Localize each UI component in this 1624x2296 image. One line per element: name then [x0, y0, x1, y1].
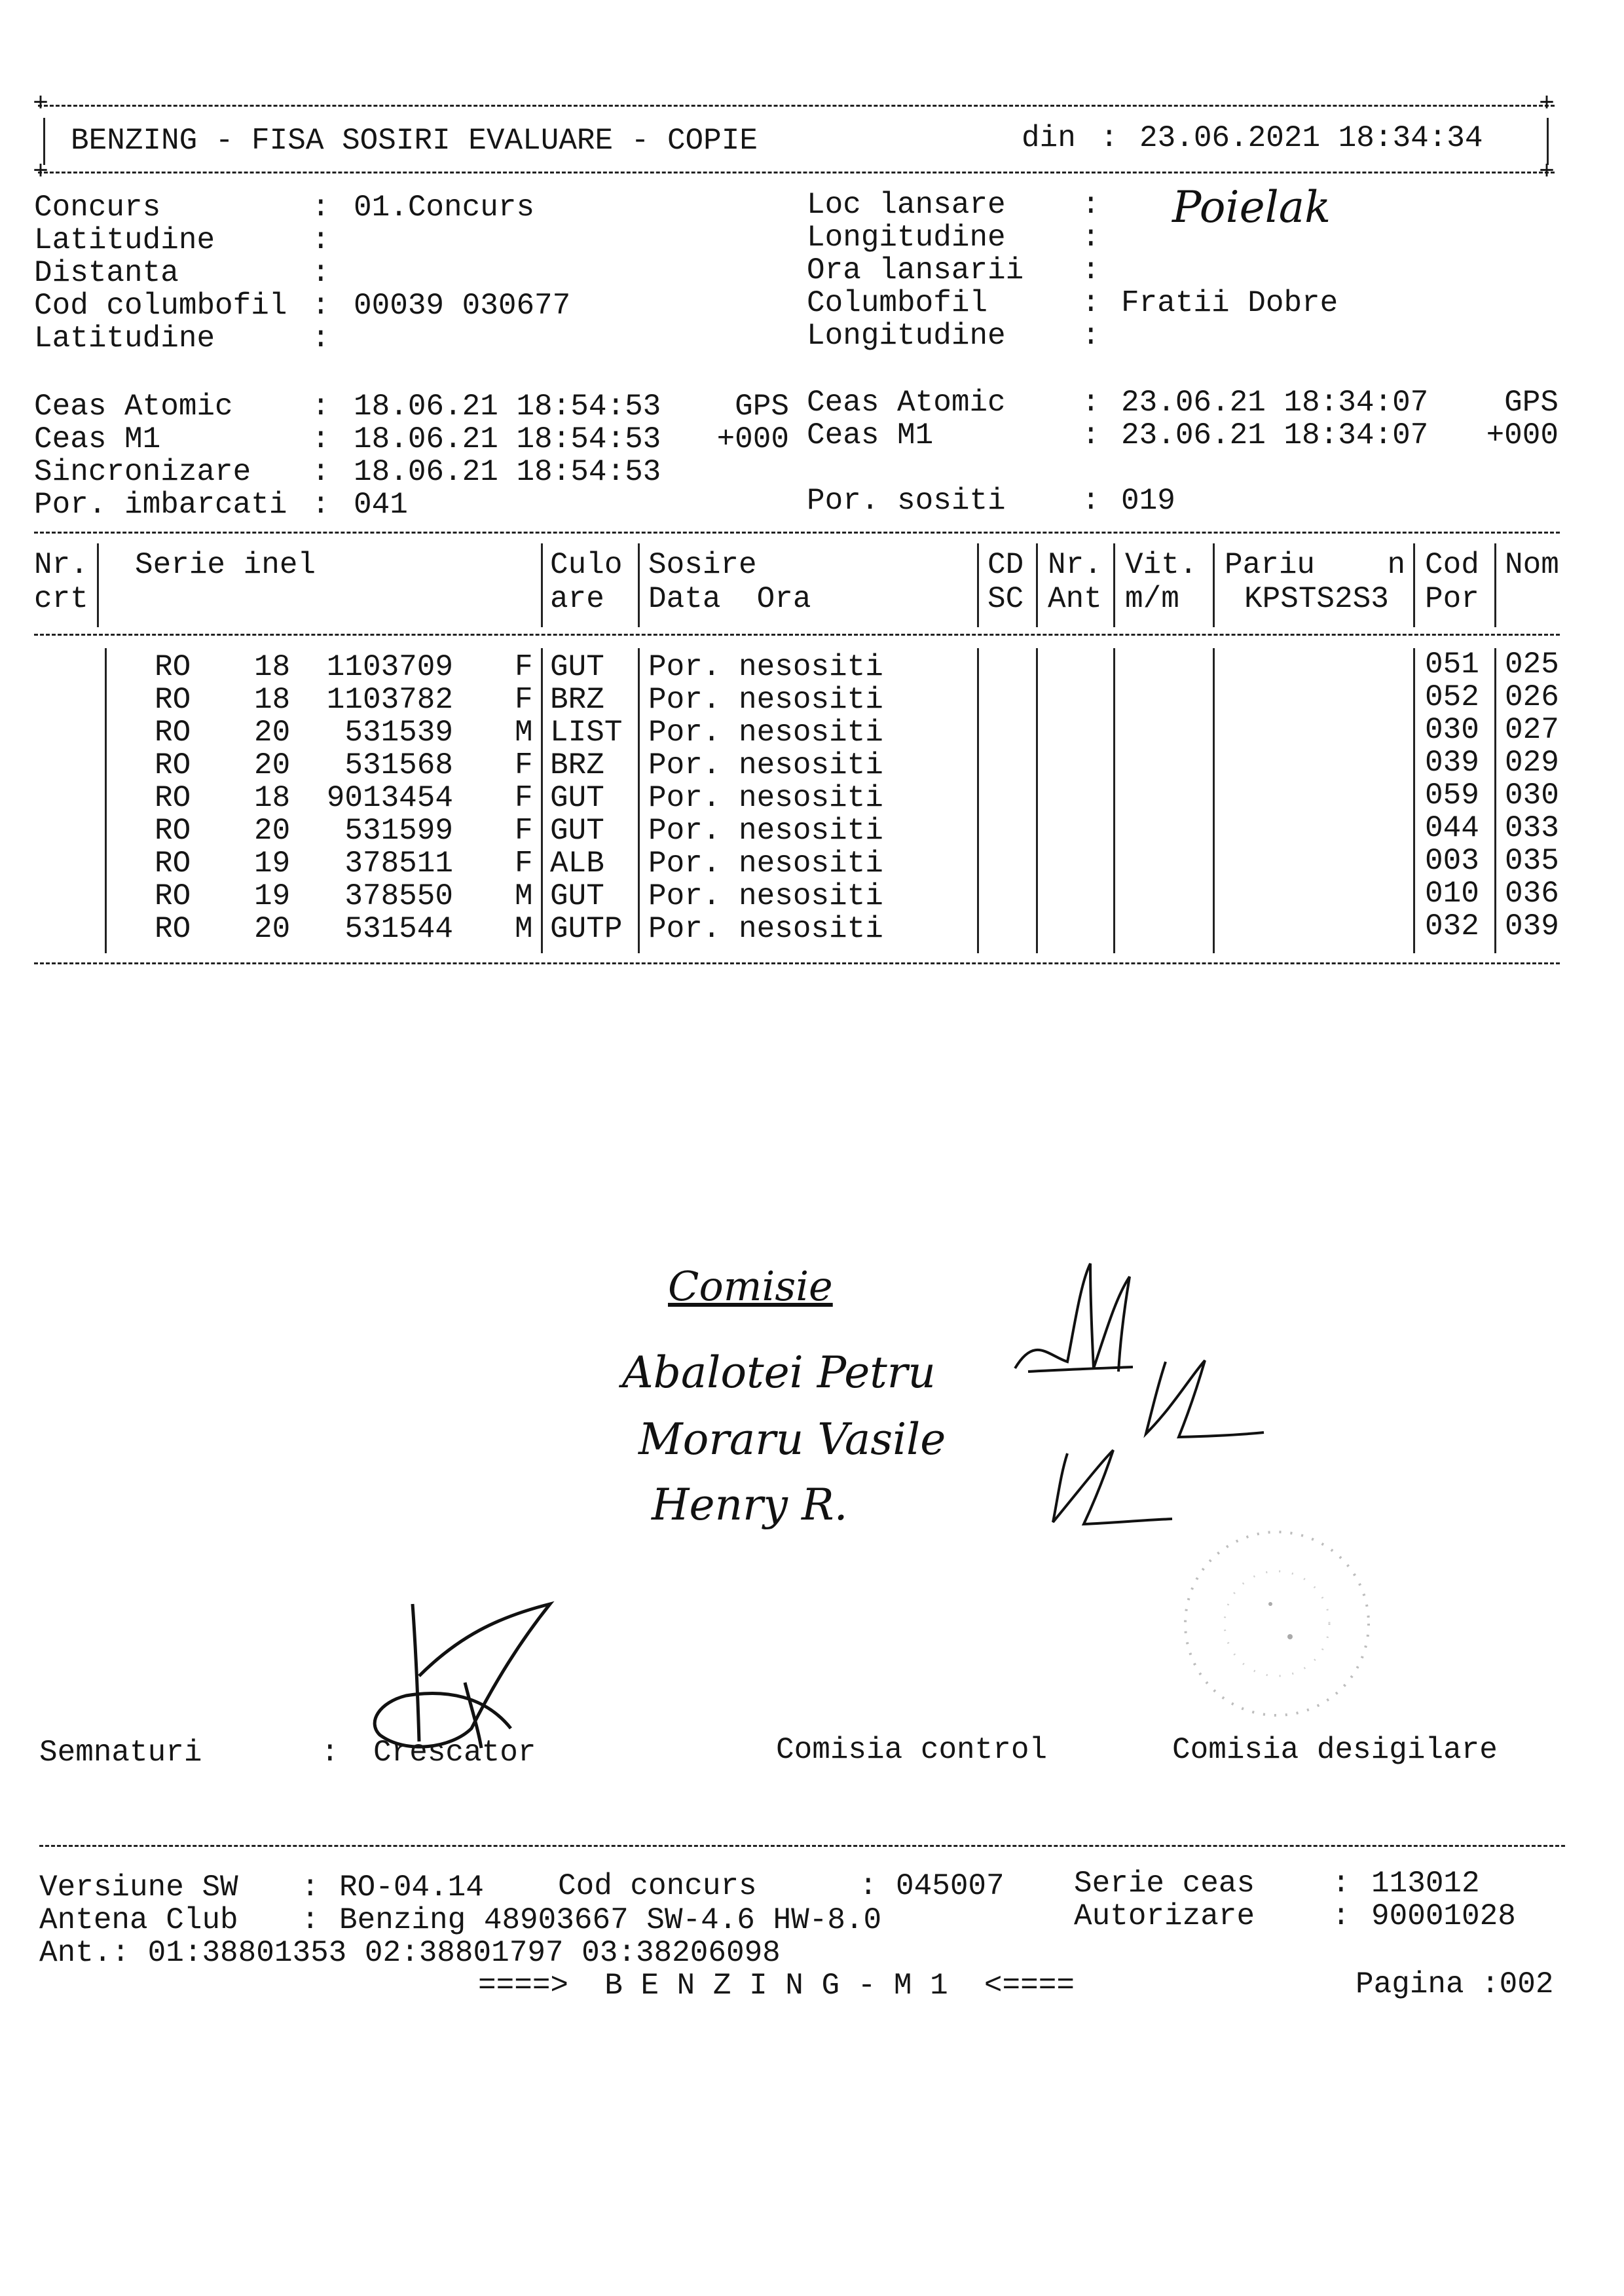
info-label: Latitudine	[34, 223, 215, 257]
corner-mark: +	[1539, 90, 1555, 119]
signatures-label: Semnaturi	[39, 1736, 202, 1770]
cell-color: GUT	[550, 814, 604, 848]
clock-value: 18.06.21 18:54:53	[354, 455, 661, 489]
cell-ring: 1103782	[326, 683, 453, 717]
cell-country: RO	[155, 781, 191, 815]
footer-cod-concurs-value: 045007	[896, 1869, 1005, 1903]
info-value-concurs: 01.Concurs	[354, 191, 535, 225]
cell-status: Por. nesositi	[648, 683, 883, 717]
clock-colon: :	[1082, 418, 1100, 452]
cell-ring: 1103709	[326, 650, 453, 684]
cell-year: 18	[254, 781, 291, 815]
clock-value: 18.06.21 18:54:53	[354, 422, 661, 456]
footer-autorizare-value: 90001028	[1371, 1899, 1516, 1933]
clock-label: Sincronizare	[34, 455, 251, 489]
cell-status: Por. nesositi	[648, 716, 883, 750]
cell-nom: 030	[1505, 778, 1559, 812]
cell-codpor: 010	[1425, 877, 1479, 911]
th-pariu: Pariu n	[1225, 548, 1406, 582]
committee-signature-1	[1008, 1257, 1139, 1388]
info-colon: :	[1082, 188, 1100, 222]
report-title: BENZING - FISA SOSIRI EVALUARE - COPIE	[71, 124, 758, 158]
col-sep	[1036, 543, 1038, 627]
clock-label: Ceas M1	[34, 422, 161, 456]
th-serie: Serie inel	[135, 548, 316, 582]
info-label: Concurs	[34, 191, 161, 225]
clock-colon: :	[312, 488, 330, 522]
corner-mark: +	[33, 90, 49, 119]
cell-ring: 531544	[344, 912, 453, 946]
cell-codpor: 030	[1425, 713, 1479, 747]
th-vit-2: m/m	[1125, 582, 1179, 616]
info-value-columbofil: Fratii Dobre	[1121, 286, 1338, 320]
cell-ring: 531599	[344, 814, 453, 848]
header-bottom-rule	[38, 172, 1555, 173]
cell-sex: F	[515, 748, 533, 782]
footer-serie-ceas-label: Serie ceas	[1074, 1867, 1255, 1901]
footer-colon: :	[301, 1870, 320, 1904]
th-culoare: Culo	[550, 548, 623, 582]
info-label: Cod columbofil	[34, 289, 287, 323]
th-codpor-2: Por	[1425, 582, 1479, 616]
table-top-rule	[34, 532, 1560, 534]
corner-mark: +	[1539, 158, 1555, 187]
corner-mark: +	[33, 158, 49, 187]
th-culoare-2: are	[550, 582, 604, 616]
cell-codpor: 039	[1425, 746, 1479, 780]
cell-nom: 036	[1505, 877, 1559, 911]
clock-value-sositi: 019	[1121, 484, 1175, 518]
handwritten-name: Abalotei Petru	[622, 1347, 936, 1398]
footer-pagina-label: Pagina	[1356, 1967, 1464, 2001]
info-colon: :	[1082, 286, 1100, 320]
footer-colon: :	[1332, 1899, 1350, 1933]
col-sep	[638, 543, 640, 627]
cell-country: RO	[155, 814, 191, 848]
cell-sex: F	[515, 814, 533, 848]
th-sosire-2: Data Ora	[648, 582, 811, 616]
cell-sex: F	[515, 781, 533, 815]
info-colon: :	[312, 223, 330, 257]
cell-year: 18	[254, 650, 291, 684]
col-sep	[977, 648, 979, 953]
cell-year: 20	[254, 912, 291, 946]
clock-suffix: GPS	[735, 390, 789, 424]
footer-serie-ceas-value: 113012	[1371, 1867, 1480, 1901]
cell-year: 19	[254, 879, 291, 913]
report-date-label: din	[1022, 121, 1076, 155]
th-sosire: Sosire	[648, 548, 757, 582]
handwritten-heading: Comisie	[668, 1262, 833, 1310]
cell-sex: M	[515, 912, 533, 946]
col-sep	[541, 648, 543, 953]
cell-country: RO	[155, 748, 191, 782]
committee-signature-2	[1133, 1355, 1270, 1447]
signatures-colon: :	[321, 1736, 339, 1770]
clock-value: 23.06.21 18:34:07	[1121, 418, 1429, 452]
cell-sex: F	[515, 847, 533, 881]
clock-label: Por. imbarcati	[34, 488, 287, 522]
cell-year: 20	[254, 748, 291, 782]
col-sep	[977, 543, 979, 627]
cell-codpor: 052	[1425, 680, 1479, 714]
cell-codpor: 003	[1425, 844, 1479, 878]
handwritten-name: Henry R.	[652, 1480, 848, 1530]
th-nom: Nom	[1505, 548, 1559, 582]
footer-brand-line: ====> B E N Z I N G - M 1 <====	[478, 1969, 1075, 2003]
col-sep	[1113, 543, 1115, 627]
info-colon: :	[1082, 221, 1100, 255]
info-colon: :	[312, 289, 330, 323]
col-sep	[1036, 648, 1038, 953]
th-cd: CD	[987, 548, 1024, 582]
cell-nom: 026	[1505, 680, 1559, 714]
table-bottom-rule	[34, 962, 1560, 964]
info-label: Columbofil	[807, 286, 988, 320]
clock-colon: :	[312, 455, 330, 489]
committee-signature-3	[1041, 1440, 1179, 1532]
clock-colon: :	[1082, 484, 1100, 518]
footer-autorizare-label: Autorizare	[1074, 1899, 1255, 1933]
signatures-comisia-control: Comisia control	[776, 1733, 1048, 1767]
cell-color: GUTP	[550, 912, 623, 946]
cell-color: GUT	[550, 650, 604, 684]
cell-nom: 027	[1505, 713, 1559, 747]
info-colon: :	[312, 256, 330, 290]
cell-year: 18	[254, 683, 291, 717]
th-nr-2: crt	[34, 582, 88, 616]
col-sep	[1413, 543, 1415, 627]
clock-colon: :	[312, 390, 330, 424]
clock-value: 18.06.21 18:54:53	[354, 390, 661, 424]
info-colon: :	[1082, 253, 1100, 287]
th-nrant-2: Ant	[1048, 582, 1102, 616]
footer-cod-concurs-label: Cod concurs	[558, 1869, 757, 1903]
cell-ring: 9013454	[326, 781, 453, 815]
cell-year: 20	[254, 716, 291, 750]
cell-country: RO	[155, 879, 191, 913]
info-label: Longitudine	[807, 319, 1006, 353]
cell-sex: M	[515, 879, 533, 913]
cell-color: BRZ	[550, 748, 604, 782]
footer-antena-label: Antena Club	[39, 1903, 238, 1937]
cell-status: Por. nesositi	[648, 650, 883, 684]
th-cd-2: SC	[987, 582, 1024, 616]
footer-antena-value: Benzing 48903667 SW-4.6 HW-8.0	[339, 1903, 882, 1937]
cell-codpor: 051	[1425, 647, 1479, 682]
col-sep	[97, 543, 99, 627]
clock-colon: :	[1082, 386, 1100, 420]
cell-codpor: 059	[1425, 778, 1479, 812]
col-sep	[1213, 543, 1215, 627]
cell-ring: 378511	[344, 847, 453, 881]
cell-nom: 033	[1505, 811, 1559, 845]
col-sep	[541, 543, 543, 627]
cell-year: 20	[254, 814, 291, 848]
col-sep	[1213, 648, 1215, 953]
cell-ring: 531568	[344, 748, 453, 782]
footer-rule	[39, 1845, 1565, 1847]
cell-country: RO	[155, 912, 191, 946]
loc-lansare-handwritten: Poielak	[1172, 182, 1331, 232]
th-pariu-2: KPSTS2S3	[1244, 582, 1389, 616]
cell-nom: 029	[1505, 746, 1559, 780]
cell-color: BRZ	[550, 683, 604, 717]
report-date: 23.06.2021 18:34:34	[1139, 121, 1483, 155]
info-label: Distanta	[34, 256, 179, 290]
info-label: Latitudine	[34, 321, 215, 355]
info-colon: :	[1082, 319, 1100, 353]
clock-suffix: GPS	[1504, 386, 1559, 420]
col-sep	[1113, 648, 1115, 953]
footer-versiune-value: RO-04.14	[339, 1870, 484, 1904]
cell-codpor: 032	[1425, 909, 1479, 943]
cell-country: RO	[155, 683, 191, 717]
cell-color: ALB	[550, 847, 604, 881]
col-sep	[105, 648, 107, 953]
clock-label: Ceas M1	[807, 418, 934, 452]
cell-sex: F	[515, 683, 533, 717]
cell-color: GUT	[550, 781, 604, 815]
footer-colon: :	[859, 1869, 877, 1903]
faint-stamp	[1172, 1506, 1382, 1741]
th-nrant: Nr.	[1048, 548, 1102, 582]
footer-pagina-value: :002	[1481, 1967, 1554, 2001]
col-sep	[1494, 648, 1496, 953]
info-label: Loc lansare	[807, 188, 1006, 222]
cell-country: RO	[155, 847, 191, 881]
handwritten-name: Moraru Vasile	[638, 1414, 946, 1465]
footer-ant-line: Ant.: 01:38801353 02:38801797 03:38206098	[39, 1936, 781, 1970]
th-codpor: Cod	[1425, 548, 1479, 582]
cell-nom: 025	[1505, 647, 1559, 682]
cell-year: 19	[254, 847, 291, 881]
cell-sex: F	[515, 650, 533, 684]
clock-value-imbarcati: 041	[354, 488, 408, 522]
footer-colon: :	[1332, 1867, 1350, 1901]
footer-versiune-label: Versiune SW	[39, 1870, 238, 1904]
cell-country: RO	[155, 650, 191, 684]
cell-nom: 035	[1505, 844, 1559, 878]
clock-colon: :	[312, 422, 330, 456]
footer-colon: :	[301, 1903, 320, 1937]
cell-country: RO	[155, 716, 191, 750]
info-label: Longitudine	[807, 221, 1006, 255]
cell-color: LIST	[550, 716, 623, 750]
cell-status: Por. nesositi	[648, 879, 883, 913]
clock-value: 23.06.21 18:34:07	[1121, 386, 1429, 420]
th-nr: Nr.	[34, 548, 88, 582]
clock-suffix: +000	[1486, 418, 1559, 452]
clock-suffix: +000	[716, 422, 789, 456]
cell-ring: 531539	[344, 716, 453, 750]
cell-status: Por. nesositi	[648, 814, 883, 848]
clock-label: Ceas Atomic	[807, 386, 1006, 420]
cell-status: Por. nesositi	[648, 912, 883, 946]
clock-label: Ceas Atomic	[34, 390, 233, 424]
signatures-crescator: Crescator	[373, 1736, 536, 1770]
info-value-cod-columbofil: 00039 030677	[354, 289, 571, 323]
cell-color: GUT	[550, 879, 604, 913]
signatures-comisia-desigilare: Comisia desigilare	[1172, 1733, 1498, 1767]
clock-label: Por. sositi	[807, 484, 1006, 518]
col-sep	[1494, 543, 1496, 627]
info-label: Ora lansarii	[807, 253, 1024, 287]
cell-nom: 039	[1505, 909, 1559, 943]
info-colon: :	[312, 321, 330, 355]
cell-status: Por. nesositi	[648, 781, 883, 815]
cell-status: Por. nesositi	[648, 748, 883, 782]
col-sep	[638, 648, 640, 953]
col-sep	[1413, 648, 1415, 953]
cell-codpor: 044	[1425, 811, 1479, 845]
table-header-rule	[34, 634, 1560, 636]
header-top-rule	[38, 105, 1555, 107]
th-vit: Vit.	[1125, 548, 1198, 582]
report-date-separator: :	[1100, 121, 1118, 155]
cell-sex: M	[515, 716, 533, 750]
cell-ring: 378550	[344, 879, 453, 913]
info-colon: :	[312, 191, 330, 225]
cell-status: Por. nesositi	[648, 847, 883, 881]
